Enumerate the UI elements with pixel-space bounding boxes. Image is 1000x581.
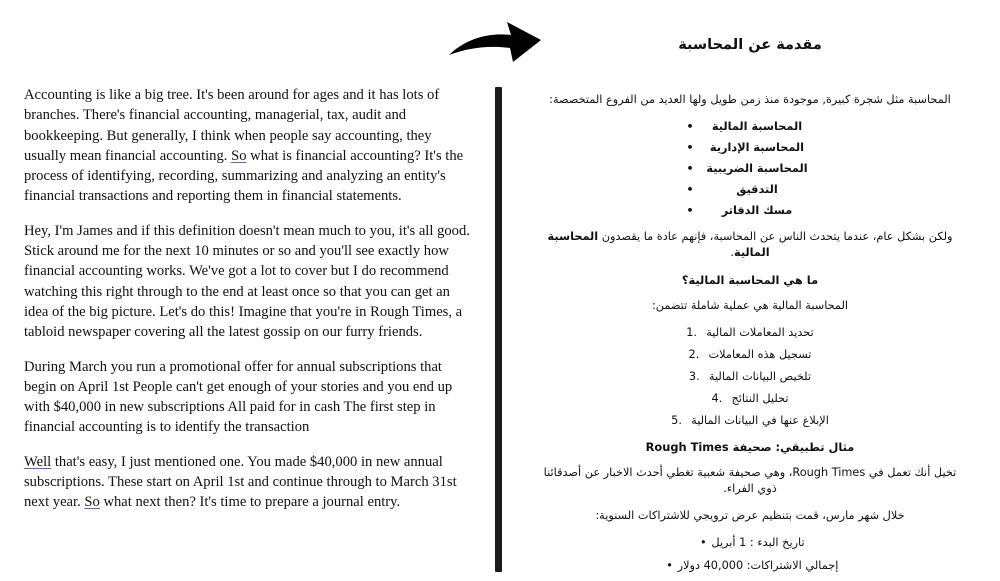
bullet-icon: • (686, 183, 694, 196)
arabic-intro-paragraph: المحاسبة مثل شجرة كبيرة, موجودة منذ زمن طويل ولها العديد من الفروع المتخصصة: (549, 93, 951, 106)
paragraph-4-segment-4: what next then? It's time to prepare a journal entry. (99, 494, 401, 511)
paragraph-4-segment-2: that's easy, I just mentioned one. You made $40,000 in new annual subscriptions. These start on April 1st and continue through to March 31st next year. (24, 453, 457, 511)
example-line1-latin: Rough Times (792, 466, 866, 479)
step-number-2: 2. (688, 348, 700, 361)
step-number-3: 3. (688, 370, 700, 383)
arabic-example-line-2: خلال شهر مارس، قمت بتنظيم عرض ترويجي للاشتراكات السنوية: (595, 509, 905, 522)
step-number-1: 1. (686, 326, 698, 339)
bullet-icon: • (666, 559, 673, 572)
example-line1-part-b: ، وهي صحيفة شعبية تغطي أحدث الاخبار عن أصدقائنا ذوي الفراء. (543, 466, 793, 495)
arabic-example-heading (540, 439, 960, 455)
step-label-4: تحليل النتائج (731, 392, 789, 405)
vertical-divider-bar (495, 87, 502, 572)
list-item (540, 369, 960, 385)
arabic-after-branches-paragraph (540, 229, 960, 261)
bullet-icon: • (686, 204, 694, 217)
example-heading-prefix: مثال تطبيقي: صحيفة (728, 440, 855, 454)
paragraph-4-highlight-so[interactable]: So (84, 494, 100, 511)
list-item (540, 535, 960, 551)
step-label-1: تحديد المعاملات المالية (706, 326, 814, 339)
arabic-question-heading: ما هي المحاسبة المالية؟ (681, 273, 819, 287)
english-paragraph-3 (24, 357, 476, 438)
example-line1-part-a: تخيل أنك تعمل في (865, 466, 957, 479)
example-bullet-label-2: إجمالي الاشتراكات: 40,000 دولار (677, 559, 839, 572)
bullet-icon: • (700, 536, 707, 549)
paragraph-2-segment-1: Hey, I'm James and if this definition doesn't mean much to you, it's all good. Stick around me for the next 10 minutes or so and you'll see exactly how financial accounting works. We've got a lot to cover but I do recommend watching this right through to the end at least once so that you can get an idea of the big picture. Let's do this! Imagine that you're in Rough Times, a tabloid newspaper covering all the latest gossip on our furry friends. (24, 222, 470, 341)
paragraph-4-highlight-well[interactable]: Well (24, 453, 52, 470)
branch-label-4: التدقيق (736, 183, 778, 196)
after-branches-bold: المحاسبة المالية (547, 230, 770, 259)
bullet-icon: • (686, 162, 694, 175)
curved-right-arrow-icon (447, 18, 543, 66)
arabic-page-title: مقدمة عن المحاسبة (678, 37, 822, 53)
example-heading-latin: Rough Times (645, 440, 729, 454)
step-label-2: تسجيل هذه المعاملات (708, 348, 812, 361)
step-number-5: 5. (671, 414, 682, 427)
arabic-example-bullets-list (540, 535, 960, 574)
list-item (540, 119, 960, 135)
english-paragraph-4 (24, 452, 476, 513)
arabic-example-line-1 (540, 465, 960, 497)
paragraph-1-segment-1: Accounting is like a big tree. It's been around for ages and it has lots of branches. There's financial accounting, managerial, tax, audit and bookkeeping. But generally, I think when people say accounting, they usually mean financial accounting. (24, 87, 440, 164)
list-item (540, 140, 960, 156)
example-bullet-label-1: تاريخ البدء : 1 أبريل (711, 536, 805, 549)
paragraph-1-highlight-so[interactable]: So (231, 147, 247, 164)
step-label-5: الإبلاغ عنها في البيانات المالية (691, 414, 829, 427)
bullet-icon: • (686, 141, 694, 154)
paragraph-1-segment-3: what is financial accounting? It's the process of identifying, recording, summarizing and analyzing an entity's financial transactions and reporting them in financial statements. (24, 147, 464, 205)
arabic-branches-list (540, 119, 960, 219)
list-item (540, 161, 960, 177)
list-item (540, 182, 960, 198)
step-label-3: تلخيص البيانات المالية (708, 370, 812, 383)
arabic-translation-column (540, 36, 960, 581)
after-branches-suffix: . (730, 246, 734, 259)
branch-label-1: المحاسبة المالية (711, 120, 803, 133)
step-number-4: 4. (711, 392, 723, 405)
english-transcript-column (24, 85, 476, 513)
english-paragraph-1 (24, 85, 476, 207)
after-branches-prefix: ولكن بشكل عام، عندما يتحدث الناس عن المحاسبة، فإنهم عادة ما يقصدون (598, 230, 953, 243)
list-item (540, 325, 960, 341)
list-item (540, 413, 960, 429)
paragraph-3-segment-1: During March you run a promotional offer for annual subscriptions that begin on April 1st People can't get enough of your stories and you end up with $40,000 in new subscriptions All paid for in cash The first step in financial accounting is to identify the transaction (24, 358, 453, 436)
english-paragraph-2 (24, 221, 476, 343)
list-item (540, 347, 960, 363)
list-item (540, 391, 960, 407)
bullet-icon: • (686, 120, 694, 133)
list-item (540, 203, 960, 219)
arabic-process-intro: المحاسبة المالية هي عملية شاملة تتضمن: (651, 299, 849, 312)
branch-label-2: المحاسبة الإدارية (709, 141, 805, 154)
arabic-process-steps-list (540, 325, 960, 429)
branch-label-5: مسك الدفاتر (721, 204, 793, 217)
branch-label-3: المحاسبة الضريبية (706, 162, 808, 175)
